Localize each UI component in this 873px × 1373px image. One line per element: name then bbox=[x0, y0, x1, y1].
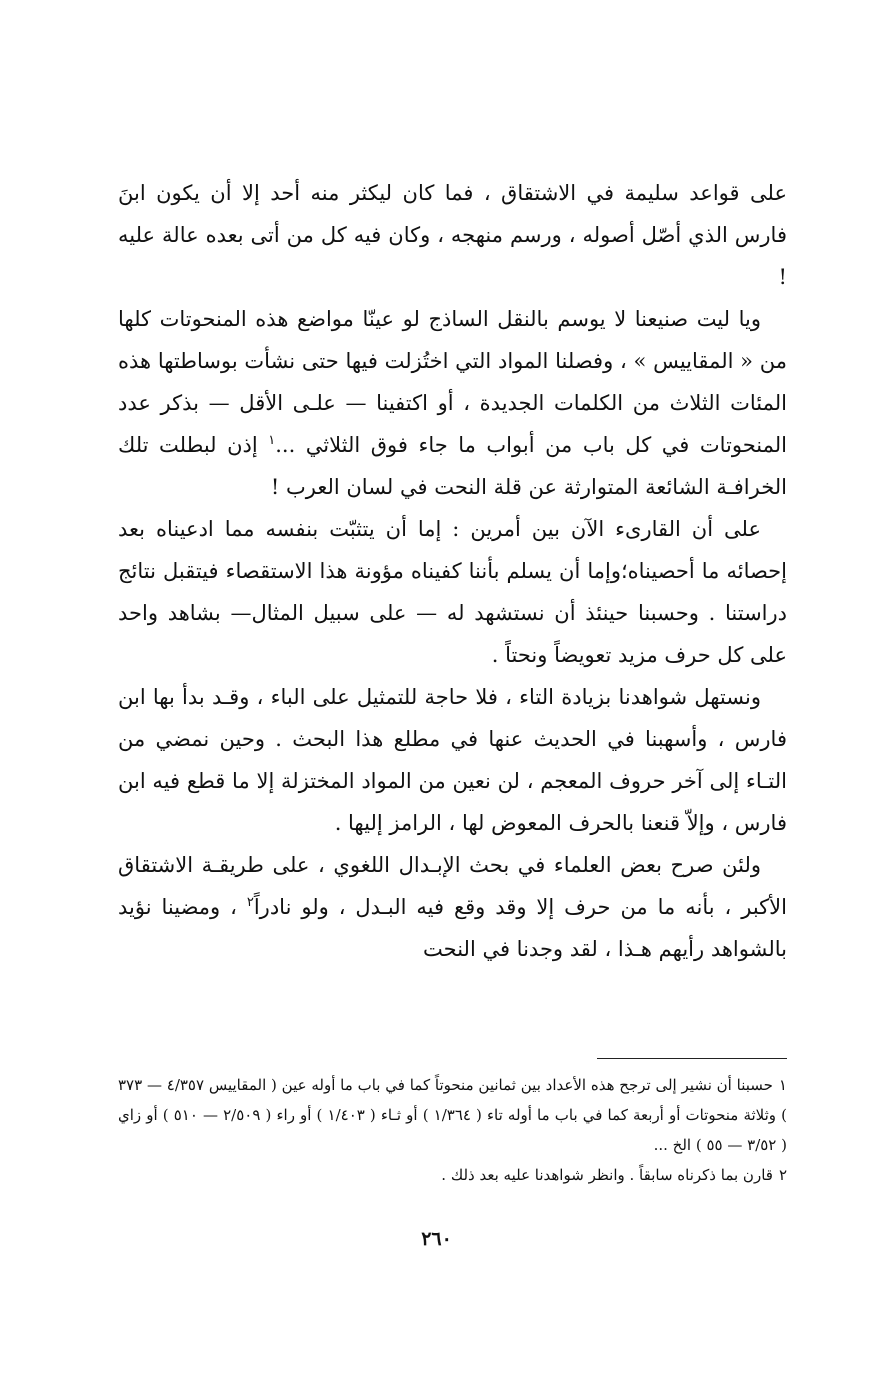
footnote-ref-1[interactable]: ١ bbox=[268, 433, 276, 448]
paragraph-5 bbox=[118, 844, 787, 970]
paragraph-5-continuation: ، ومضينا نؤيد بالشواهد رأيهم هـذا ، لقد وجدنا في النحت bbox=[118, 895, 787, 961]
footnotes bbox=[118, 1070, 787, 1190]
paragraph-2 bbox=[118, 298, 787, 508]
main-text bbox=[118, 172, 787, 970]
footnote-2 bbox=[118, 1160, 787, 1190]
footnote-2-number: ٢ bbox=[778, 1166, 787, 1184]
footnote-divider bbox=[597, 1058, 787, 1059]
footnote-1-text: حسبنا أن نشير إلى ترجح هذه الأعداد بين ثمانين منحوتاً كما في باب ما أوله عين ( المقاييس ٤/٣٥٧ — ٣٧٣ ) وثلاثة منحوتات أو أربعة كما في باب ما أوله تاء ( ١/٣٦٤ ) أو ثـاء ( ١/٤٠٣ ) أو راء ( ٢/٥٠٩ — ٥١٠ ) أو زاي ( ٣/٥٢ — ٥٥ ) الخ ... bbox=[118, 1076, 787, 1154]
paragraph-5-text: ولئن صرح بعض العلماء في بحث الإبـدال اللغوي ، على طريقـة الاشتقاق الأكبر ، بأنه ما من حرف إلا وقد وقع فيه البـدل ، ولو نادراً bbox=[118, 853, 787, 919]
paragraph-3 bbox=[118, 508, 787, 676]
paragraph-1 bbox=[118, 172, 787, 298]
footnote-2-text: قارن بما ذكرناه سابقاً . وانظر شواهدنا عليه بعد ذلك . bbox=[441, 1166, 773, 1184]
paragraph-3-text: على أن القارىء الآن بين أمرين : إما أن يتثبّت بنفسه مما ادعيناه بعد إحصائه ما أحصيناه؛وإما أن يسلم بأننا كفيناه مؤونة هذا الاستقصاء فيتقبل نتائج دراستنا . وحسبنا حينئذ أن نستشهد له — على سبيل المثال— بشاهد واحد على كل حرف مزيد تعويضاً ونحتاً . bbox=[118, 517, 787, 667]
paragraph-4 bbox=[118, 676, 787, 844]
paragraph-4-text: ونستهل شواهدنا بزيادة التاء ، فلا حاجة للتمثيل على الباء ، وقـد بدأ بها ابن فارس ، وأسهبنا في الحديث عنها في مطلع هذا البحث . وحين نمضي من التـاء إلى آخر حروف المعجم ، لن نعين من المواد المختزلة إلا ما قطع فيه ابن فارس ، وإلاّ قنعنا بالحرف المعوض لها ، الرامز إليها . bbox=[118, 685, 787, 835]
footnote-ref-2[interactable]: ٢ bbox=[246, 895, 254, 910]
paragraph-2-continuation: إذن لبطلت تلك الخرافـة الشائعة المتوارثة عن قلة النحت في لسان العرب ! bbox=[118, 433, 787, 499]
paragraph-2-text: ويا ليت صنيعنا لا يوسم بالنقل الساذج لو عينّا مواضع هذه المنحوتات كلها من « المقاييس » ، وفصلنا المواد التي اختُزلت فيها حتى نشأت بوساطتها هذه المئات الثلاث من الكلمات الجديدة ، أو اكتفينا — علـى الأقل — بذكر عدد المنحوتات في كل باب من أبواب ما جاء فوق الثلاثي ... bbox=[118, 307, 787, 457]
footnote-1-number: ١ bbox=[778, 1076, 787, 1094]
footnote-1 bbox=[118, 1070, 787, 1160]
page-number: ٢٦٠ bbox=[421, 1228, 452, 1250]
paragraph-1-text: على قواعد سليمة في الاشتقاق ، فما كان ليكثر منه أحد إلا أن يكون ابنَ فارس الذي أصّل أصوله ، ورسم منهجه ، وكان فيه كل من أتى بعده عالة عليه ! bbox=[118, 181, 787, 289]
